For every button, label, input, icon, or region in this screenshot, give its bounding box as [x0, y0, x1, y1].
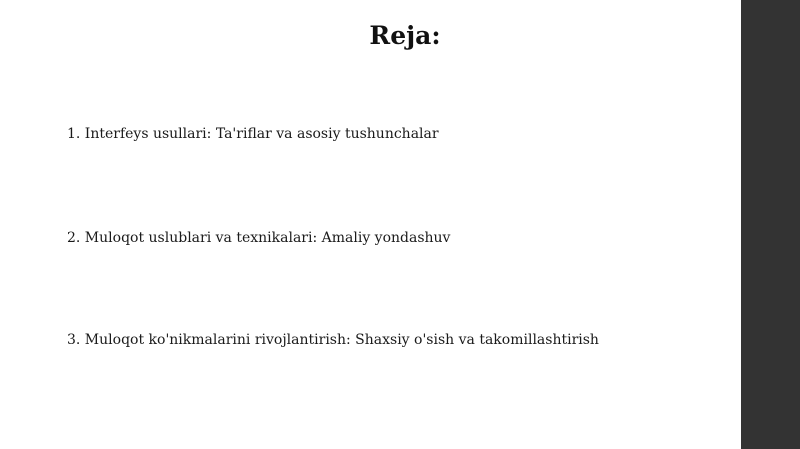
side-panel	[741, 0, 800, 449]
slide-title: Reja:	[369, 21, 441, 50]
plan-item-2: 2. Muloqot uslublari va texnikalari: Amaliy yondashuv	[67, 230, 451, 246]
plan-item-1: 1. Interfeys usullari: Ta'riflar va asosiy tushunchalar	[67, 126, 439, 142]
plan-item-3: 3. Muloqot ko'nikmalarini rivojlantirish: Shaxsiy o'sish va takomillashtirish	[67, 332, 599, 348]
